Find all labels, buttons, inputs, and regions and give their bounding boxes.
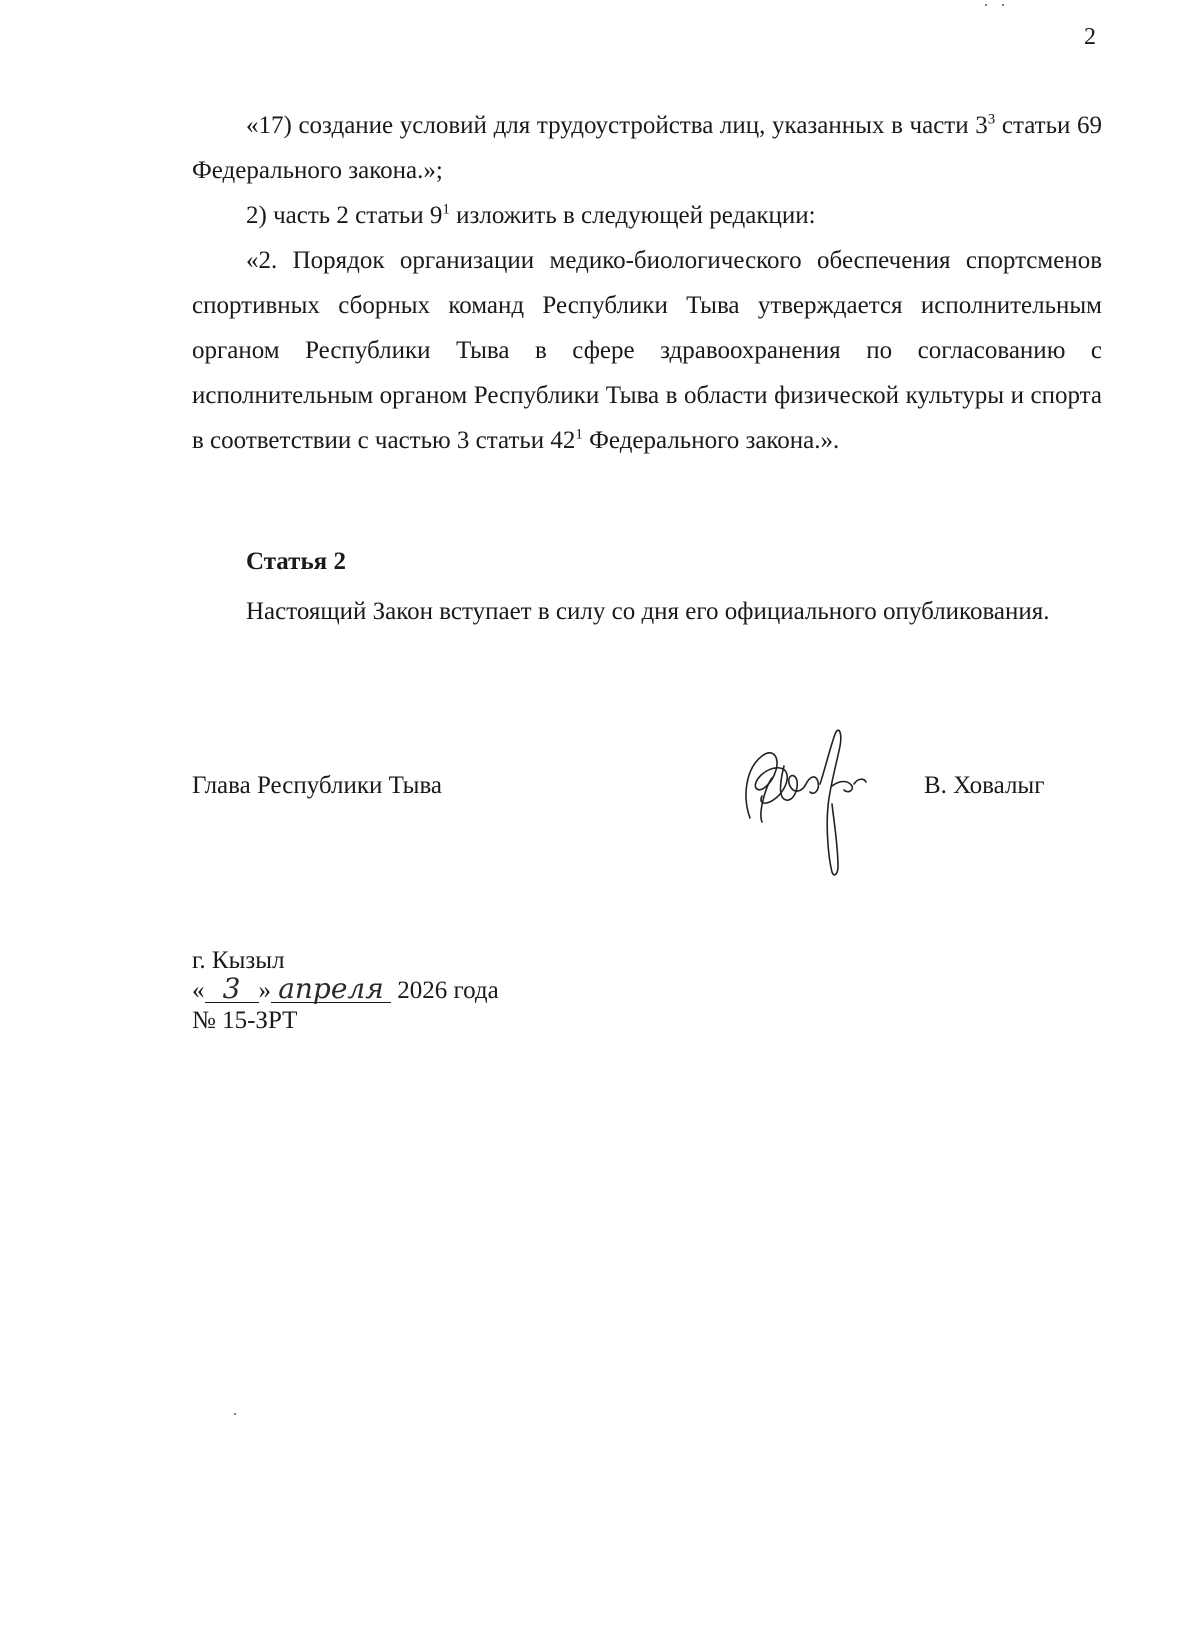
- city-label: г. Кызыл: [192, 947, 285, 974]
- article-heading: Статья 2: [246, 548, 346, 575]
- quote-close: »: [258, 977, 271, 1004]
- scan-speck: [985, 4, 987, 6]
- date-day-handwritten: 3: [205, 976, 259, 1003]
- article-body: Настоящий Закон вступает в силу со дня его официального опубликования.: [246, 598, 1050, 625]
- superscript-3: 3: [987, 111, 996, 128]
- signatory-name: В. Ховалыг: [924, 772, 1045, 799]
- page-number: 2: [1084, 24, 1096, 50]
- law-number: № 15-ЗРТ: [192, 1007, 298, 1034]
- paragraph-item-2-text: 2) часть 2 статьи 9: [246, 202, 443, 229]
- scan-speck: [234, 1413, 236, 1415]
- date-line: [192, 972, 499, 1006]
- paragraph-item-17: [192, 103, 1102, 193]
- superscript-1-article-42: 1: [575, 426, 583, 443]
- paragraph-item-2-tail: изложить в следующей редакции:: [449, 202, 816, 229]
- signature-image: [736, 726, 886, 878]
- amendment-text: [192, 103, 1102, 463]
- quote-open: «: [192, 977, 205, 1004]
- paragraph-item-17-text: «17) создание условий для трудоустройства лиц, указанных в части 3: [246, 112, 988, 139]
- paragraph-new-part-2: [192, 238, 1102, 463]
- paragraph-new-part-2-text: «2. Порядок организации медико-биологического обеспечения спортсменов спортивных сборных команд Республики Тыва утверждается исполнительным органом Республики Тыва в сфере здравоохранения по согласованию с исполнительным органом Республики Тыва в области физической культуры и спорта в соответствии с частью 3 статьи 42: [192, 247, 1102, 454]
- date-month-handwritten: апреля: [271, 976, 391, 1003]
- date-year: 2026 года: [391, 977, 499, 1004]
- place-date-block: [192, 946, 499, 1036]
- paragraph-item-17-tail: статьи 69 Федерального закона.»;: [192, 112, 1103, 184]
- signatory-title: Глава Республики Тыва: [192, 772, 443, 799]
- paragraph-item-2: [192, 193, 1102, 238]
- paragraph-new-part-2-tail: Федерального закона.».: [582, 427, 840, 454]
- superscript-1: 1: [442, 201, 450, 218]
- scan-speck: [1002, 4, 1004, 6]
